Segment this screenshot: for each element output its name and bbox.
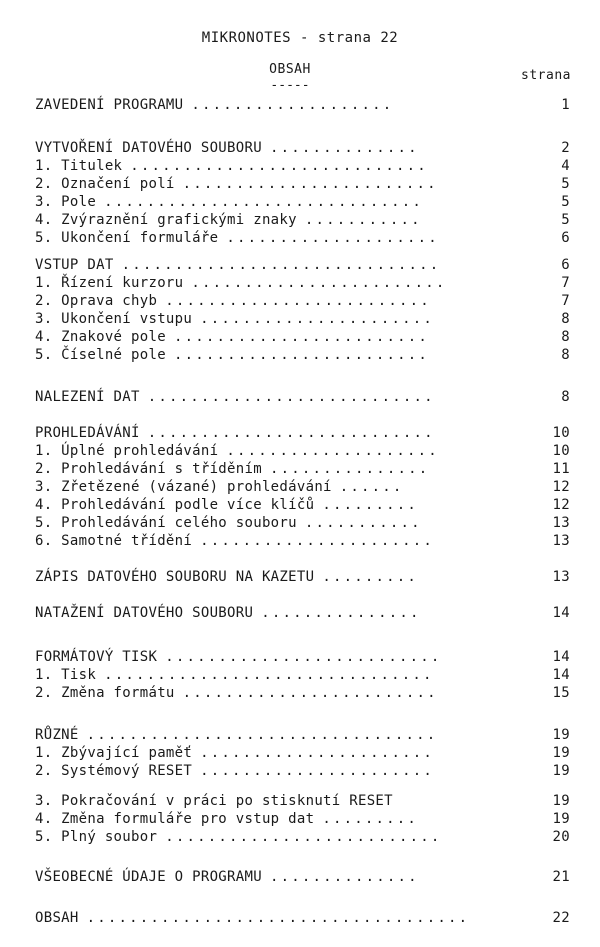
toc-entry-leader: ......... <box>322 569 418 585</box>
toc-entry-page: 6 <box>561 257 570 273</box>
toc-entry-text: 2. Systémový RESET <box>35 763 193 779</box>
toc-entry-text: 2. Změna formátu <box>35 685 175 701</box>
toc-entry-page: 8 <box>561 311 570 327</box>
toc-entry <box>35 212 570 230</box>
toc-entry-leader: ............................... <box>104 667 434 683</box>
toc-entry <box>35 533 570 551</box>
toc-entry-page: 5 <box>561 194 570 210</box>
toc-entry-page: 14 <box>552 605 570 621</box>
toc-entry-page: 12 <box>552 497 570 513</box>
toc-entry-page: 22 <box>552 910 570 926</box>
toc-entry <box>35 293 570 311</box>
toc-entry <box>35 275 570 293</box>
toc-entry <box>35 389 570 407</box>
toc-entry <box>35 443 570 461</box>
toc-entry-leader: ......................... <box>165 293 431 309</box>
toc-entry-text: NALEZENÍ DAT <box>35 389 140 405</box>
toc-entry-page: 10 <box>552 425 570 441</box>
toc-entry-page: 13 <box>552 533 570 549</box>
toc-entry-text: 5. Plný soubor <box>35 829 158 845</box>
toc-entry <box>35 347 570 365</box>
toc-entry-text: 5. Číselné pole <box>35 347 166 363</box>
toc-entry-page: 8 <box>561 389 570 405</box>
toc-entry-leader: ............... <box>261 605 421 621</box>
toc-entry <box>35 727 570 745</box>
toc-entry-leader: .................... <box>226 230 439 246</box>
toc-entry-text: 5. Prohledávání celého souboru <box>35 515 297 531</box>
toc-entry-text: 4. Zvýraznění grafickými znaky <box>35 212 297 228</box>
toc-entry-text: NATAŽENÍ DATOVÉHO SOUBORU <box>35 605 254 621</box>
toc-entry-text: 3. Zřetězené (vázané) prohledávání <box>35 479 332 495</box>
toc-entry-text: VYTVOŘENÍ DATOVÉHO SOUBORU <box>35 140 262 156</box>
toc-entry-page: 7 <box>561 293 570 309</box>
toc-entry <box>35 515 570 533</box>
toc-entry-leader: .............. <box>269 140 419 156</box>
toc-entry-text: 1. Tisk <box>35 667 97 683</box>
toc-entry <box>35 97 570 115</box>
toc-entry <box>35 158 570 176</box>
toc-entry-text: OBSAH <box>35 910 79 926</box>
toc-entry-page: 4 <box>561 158 570 174</box>
toc-entry <box>35 763 570 781</box>
toc-entry-text: 3. Pole <box>35 194 97 210</box>
toc-entry-leader: ............................ <box>130 158 428 174</box>
toc-entry-leader: .............................. <box>121 257 441 273</box>
toc-entry-text: 1. Úplné prohledávání <box>35 443 219 459</box>
toc-entry-leader: .................... <box>226 443 439 459</box>
toc-entry-leader: ........... <box>304 212 422 228</box>
toc-entry <box>35 745 570 763</box>
toc-entry-leader: ........................ <box>191 275 447 291</box>
toc-entry-page: 19 <box>552 763 570 779</box>
toc-entry-leader: ........................ <box>173 347 430 363</box>
toc-entry-leader: ................................. <box>86 727 438 743</box>
toc-entry-text: 3. Ukončení vstupu <box>35 311 193 327</box>
toc-entry-page: 1 <box>561 97 570 113</box>
toc-entry-leader: ........... <box>304 515 422 531</box>
toc-entry-text: 1. Zbývající paměť <box>35 745 193 761</box>
toc-entry-page: 20 <box>552 829 570 845</box>
toc-entry-page: 19 <box>552 811 570 827</box>
toc-entry-leader: ........................ <box>173 329 430 345</box>
toc-entry-page: 13 <box>552 515 570 531</box>
toc-title-underline: ----- <box>270 78 310 93</box>
toc-entry-leader: ........................ <box>182 176 438 192</box>
toc-entry-page: 19 <box>552 727 570 743</box>
toc-entry <box>35 329 570 347</box>
toc-entry-text: 2. Označení polí <box>35 176 175 192</box>
toc-entry-page: 8 <box>561 329 570 345</box>
toc-entry-leader: .......................... <box>165 829 442 845</box>
toc-title: OBSAH <box>269 62 311 77</box>
toc-entry-page: 13 <box>552 569 570 585</box>
toc-entry-page: 7 <box>561 275 570 291</box>
toc-entry <box>35 569 570 587</box>
toc-entry <box>35 811 570 829</box>
toc-entry-text: ZAVEDENÍ PROGRAMU <box>35 97 184 113</box>
toc-entry-text: 2. Oprava chyb <box>35 293 158 309</box>
toc-entry <box>35 425 570 443</box>
toc-entry-page: 6 <box>561 230 570 246</box>
toc-entry-leader: ...................... <box>200 763 434 779</box>
toc-entry-text: 5. Ukončení formuláře <box>35 230 219 246</box>
toc-entry-text: 1. Titulek <box>35 158 123 174</box>
toc-entry <box>35 194 570 212</box>
toc-entry-leader: ............... <box>269 461 430 477</box>
toc-entry <box>35 910 570 928</box>
toc-entry <box>35 649 570 667</box>
toc-entry <box>35 685 570 703</box>
toc-entry-text: 1. Řízení kurzoru <box>35 275 184 291</box>
toc-entry-page: 2 <box>561 140 570 156</box>
toc-entry-leader: .......................... <box>165 649 442 665</box>
toc-entry-text: PROHLEDÁVÁNÍ <box>35 425 140 441</box>
toc-entry-leader: .............. <box>269 869 419 885</box>
toc-entry-text: VSTUP DAT <box>35 257 114 273</box>
toc-entry <box>35 869 570 887</box>
toc-entry <box>35 497 570 515</box>
toc-entry-leader: ........................... <box>147 425 435 441</box>
toc-entry <box>35 829 570 847</box>
toc-entry-text: RŮZNÉ <box>35 727 79 743</box>
toc-entry <box>35 311 570 329</box>
toc-entry-leader: ........................ <box>182 685 438 701</box>
toc-entry-page: 19 <box>552 745 570 761</box>
toc-entry-text: 3. Pokračování v práci po stisknutí RESET <box>35 793 393 809</box>
toc-entry-leader: ......... <box>322 497 418 513</box>
toc-entry-leader: ...................... <box>200 745 434 761</box>
toc-entry <box>35 479 570 497</box>
toc-entry <box>35 793 570 811</box>
toc-entry-leader: ........................... <box>147 389 435 405</box>
toc-entry-page: 10 <box>552 443 570 459</box>
toc-entry-text: VŠEOBECNÉ ÚDAJE O PROGRAMU <box>35 869 262 885</box>
page-header: MIKRONOTES - strana 22 <box>201 30 399 46</box>
toc-entry-page: 14 <box>552 649 570 665</box>
page-column-header: strana <box>521 68 571 83</box>
toc-entry-leader: ................... <box>191 97 394 113</box>
toc-entry-page: 8 <box>561 347 570 363</box>
toc-entry <box>35 667 570 685</box>
toc-entry-leader: .............................. <box>104 194 423 210</box>
toc-entry-page: 5 <box>561 176 570 192</box>
toc-entry-page: 11 <box>552 461 570 477</box>
toc-entry <box>35 176 570 194</box>
toc-entry-page: 19 <box>552 793 570 809</box>
toc-entry <box>35 605 570 623</box>
toc-entry <box>35 257 570 275</box>
toc-entry-leader: ...................... <box>200 533 434 549</box>
toc-entry-leader: ...... <box>339 479 404 495</box>
toc-entry-page: 12 <box>552 479 570 495</box>
toc-entry-text: 4. Změna formuláře pro vstup dat <box>35 811 315 827</box>
toc-entry-page: 21 <box>552 869 570 885</box>
toc-entry-page: 5 <box>561 212 570 228</box>
toc-entry <box>35 230 570 248</box>
toc-entry-leader: ......... <box>322 811 418 827</box>
toc-entry-page: 14 <box>552 667 570 683</box>
toc-entry <box>35 140 570 158</box>
toc-entry-text: 6. Samotné třídění <box>35 533 193 549</box>
toc-entry-page: 15 <box>552 685 570 701</box>
toc-entry-text: 2. Prohledávání s tříděním <box>35 461 262 477</box>
toc-entry-text: ZÁPIS DATOVÉHO SOUBORU NA KAZETU <box>35 569 315 585</box>
toc-entry-leader: ...................... <box>200 311 434 327</box>
toc-entry-text: 4. Prohledávání podle více klíčů <box>35 497 315 513</box>
toc-entry-text: 4. Znakové pole <box>35 329 166 345</box>
toc-entry <box>35 461 570 479</box>
toc-entry-leader: .................................... <box>86 910 470 926</box>
toc-entry-text: FORMÁTOVÝ TISK <box>35 649 158 665</box>
